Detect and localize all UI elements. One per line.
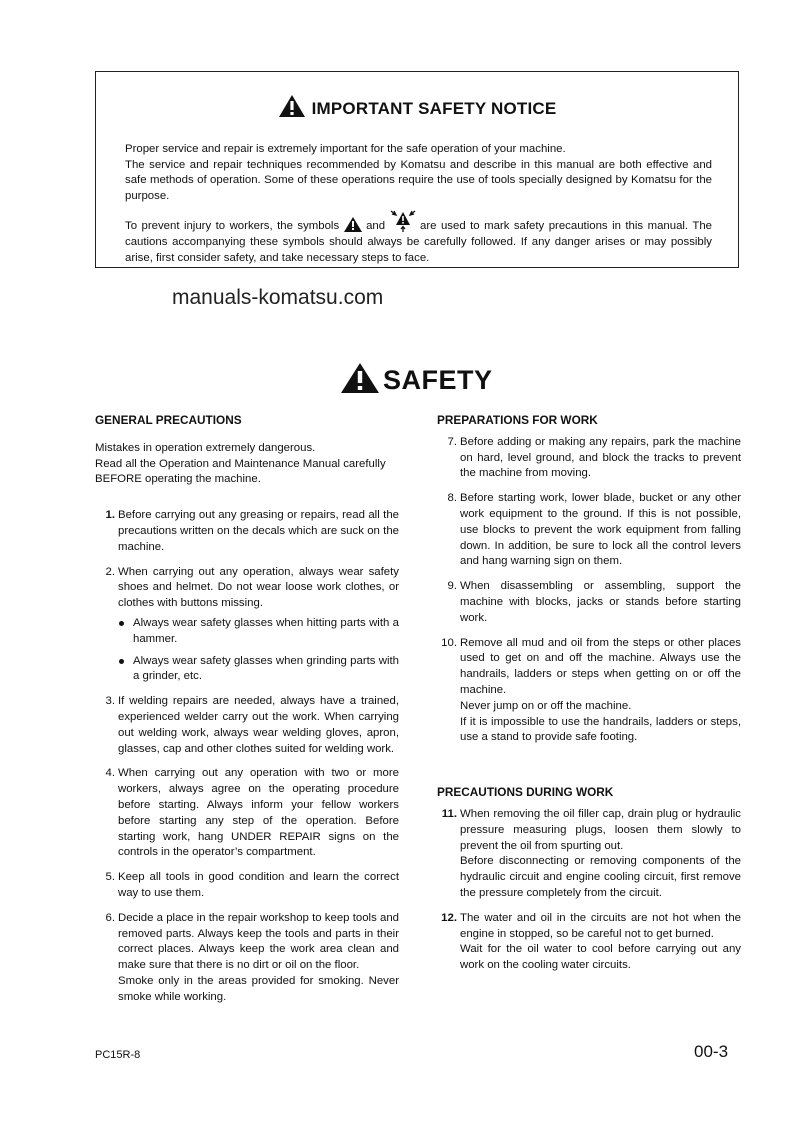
precaution-item: 7. Before adding or making any repairs, park the machine on hard, level ground, and block the tracks to prevent the machine from moving. xyxy=(447,435,741,480)
notice-paragraph: The service and repair techniques recommended by Komatsu and describe in this manual are both effective and safe methods of operation. Some of these operations require the use of tools specially designed by Komatsu for the purpose. xyxy=(125,158,712,202)
section-heading: PRECAUTIONS DURING WORK xyxy=(437,785,614,800)
section-heading: GENERAL PRECAUTIONS xyxy=(95,413,242,427)
warning-arrows-icon xyxy=(390,210,416,232)
precaution-item: 5. Keep all tools in good condition and learn the correct way to use them. xyxy=(105,871,399,899)
footer-page-number: 00-3 xyxy=(694,1042,729,1061)
precaution-item: 10. Remove all mud and oil from the steps or other places used to get on and off the machine. Always use the handrails, ladders or steps when getting on or off the machine. Never jump on or off the machine. If it is impossible to use the handrails, ladders or steps, use a stand to provide safe footing. xyxy=(441,636,741,744)
right-column xyxy=(437,413,741,983)
footer-model: PC15R-8 xyxy=(95,1049,141,1061)
bullet-icon xyxy=(119,659,124,664)
precaution-item: 11. When removing the oil filler cap, drain plug or hydraulic pressure measuring plugs, loosen them slowly to prevent the oil from spurting out. Before disconnecting or removing components of the hydraulic circuit and engine cooling circuit, first remove the pressure completely from the circuit. xyxy=(441,807,741,899)
precaution-item: 4. When carrying out any operation with two or more workers, always agree on the operating procedure before starting. Always inform your fellow workers before starting any step of the operation. Before starting work, hang UNDER REPAIR signs on the controls in the operator’s compartment. xyxy=(105,767,399,859)
precaution-item: 2. When carrying out any operation, always wear safety shoes and helmet. Do not wear loose work clothes, or clothes with buttons missing. Always wear safety glasses when hitting parts with a hammer. Always wear safety glasses when grinding parts with a grinder, etc. xyxy=(95,565,399,686)
intro-text: Mistakes in operation extremely dangerous. Read all the Operation and Maintenance Manual carefully BEFORE operating the machine. xyxy=(95,441,386,486)
notice-symbols-paragraph: To prevent injury to workers, the symbols and are used to mark safety precautions in this manual. The cautions accompanying these symbols should always be carefully followed. If any danger arises or may possibly arise, first consider safety, and take necessary steps to face. xyxy=(125,210,712,266)
precaution-item: 6. Decide a place in the repair workshop to keep tools and removed parts. Always keep the tools and parts in their correct places. Always keep the work area clean and make sure that there is no dirt or oil on the floor. Smoke only in the areas provided for smoking. Never smoke while working. xyxy=(105,911,399,1003)
warning-triangle-icon xyxy=(278,94,306,118)
watermark-link[interactable]: manuals-komatsu.com xyxy=(172,286,384,309)
precaution-item: 8. Before starting work, lower blade, bucket or any other work equipment to the ground. If this is not possible, use blocks to prevent the work equipment from falling down. In addition, be sure to lock all the control levers and hang warning sign on them. xyxy=(447,492,741,568)
warning-triangle-icon xyxy=(344,217,362,232)
precaution-item: 9. When disassembling or assembling, support the machine with blocks, jacks or stands before starting work. xyxy=(447,580,741,624)
general-precautions-column xyxy=(95,413,399,1015)
bullet-item: Always wear safety glasses when hitting parts with a hammer. xyxy=(118,616,399,648)
notice-paragraph: Proper service and repair is extremely important for the safe operation of your machine. xyxy=(125,143,566,155)
precaution-item: 12. The water and oil in the circuits are not hot when the engine in stopped, so be careful not to get burned. Wait for the oil water to cool before carrying out any work on the cooling water circuits. xyxy=(441,911,741,972)
important-safety-notice-box xyxy=(95,71,739,268)
bullet-item: Always wear safety glasses when grinding parts with a grinder, etc. xyxy=(118,654,399,686)
safety-heading: SAFETY xyxy=(340,362,493,396)
notice-body xyxy=(125,142,712,272)
bullet-icon xyxy=(119,621,124,626)
warning-triangle-icon xyxy=(340,362,380,394)
precaution-item: 1. Before carrying out any greasing or repairs, read all the precautions written on the decals which are suck on the machine. xyxy=(105,509,399,553)
notice-title-text: IMPORTANT SAFETY NOTICE xyxy=(311,99,557,118)
notice-title xyxy=(96,94,738,119)
section-heading: PREPARATIONS FOR WORK xyxy=(437,413,598,427)
precaution-item: 3. If welding repairs are needed, always have a trained, experienced welder carry out the work. When carrying out welding work, always wear welding gloves, apron, glasses, cap and other clothes suited for welding work. xyxy=(105,695,399,755)
